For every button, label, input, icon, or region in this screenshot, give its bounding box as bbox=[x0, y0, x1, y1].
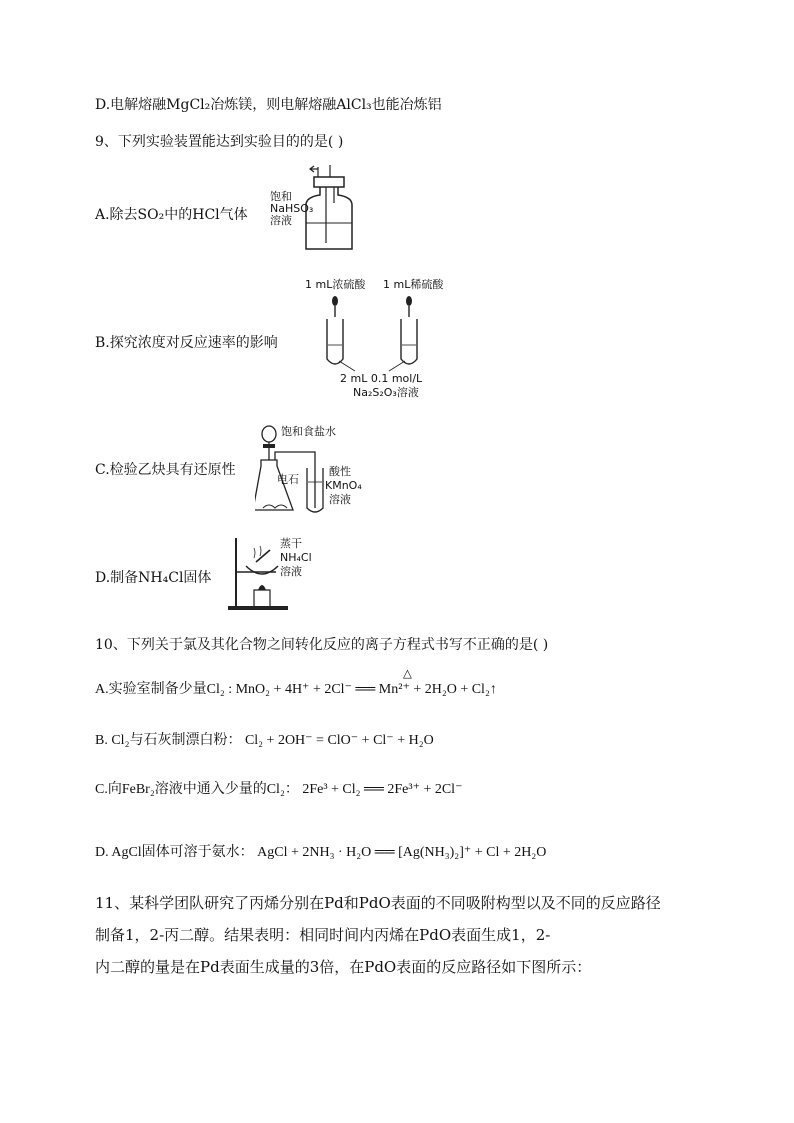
d-label-solution: 溶液 bbox=[280, 565, 302, 578]
q9-option-b: B.探究浓度对反应速率的影响 bbox=[95, 335, 278, 351]
q9-stem: 9、下列实验装置能达到实验目的的是( ) bbox=[95, 134, 344, 150]
d-label-nh4cl: NH₄Cl bbox=[280, 551, 312, 564]
b-label-dilute-acid: 1 mL稀硫酸 bbox=[383, 278, 444, 291]
q9-option-c: C.检验乙炔具有还原性 bbox=[95, 462, 236, 478]
a-label-saturated: 饱和 bbox=[270, 190, 292, 203]
a-label-solution: 溶液 bbox=[270, 214, 292, 227]
q10-option-d: D. AgCl固体可溶于氨水： AgCl + 2NH₃ · H₂O ══ [Ag(NH₃)₂]⁺ + Cl + 2H₂O bbox=[95, 845, 547, 860]
evaporation-apparatus-figure bbox=[228, 532, 338, 612]
q9-option-a: A.除去SO₂中的HCl气体 bbox=[95, 207, 248, 223]
d-label-evaporate: 蒸干 bbox=[280, 537, 302, 550]
q10-option-c: C.向FeBr₂溶液中通入少量的Cl₂： 2Fe³ + Cl₂ ══ 2Fe³⁺ + 2Cl⁻ bbox=[95, 782, 463, 797]
c-label-brine: 饱和食盐水 bbox=[281, 425, 336, 438]
c-label-calcium-carbide: 电石 bbox=[277, 473, 299, 486]
gas-washing-bottle-figure bbox=[270, 163, 380, 253]
q9-option-d: D.制备NH₄Cl固体 bbox=[95, 570, 212, 586]
c-label-kmno4: KMnO₄ bbox=[325, 479, 362, 492]
q10-option-a: A.实验室制备少量Cl₂ : MnO₂ + 4H⁺ + 2Cl⁻ ══ Mn²⁺ + 2H₂O + Cl₂↑ bbox=[95, 682, 497, 697]
a-label-nahso3: NaHSO₃ bbox=[270, 202, 314, 215]
b-label-conc-acid: 1 mL浓硫酸 bbox=[305, 278, 366, 291]
q11-line-1: 11、某科学团队研究了丙烯分别在Pd和PdO表面的不同吸附构型以及不同的反应路径 bbox=[95, 894, 661, 912]
test-tubes-figure bbox=[305, 277, 455, 402]
q10-option-b: B. Cl₂与石灰制漂白粉： Cl₂ + 2OH⁻ = ClO⁻ + Cl⁻ + H₂O bbox=[95, 733, 434, 748]
b-label-concentration: 2 mL 0.1 mol/L bbox=[340, 372, 423, 385]
b-label-thiosulfate: Na₂S₂O₃溶液 bbox=[353, 386, 419, 399]
heating-condition-mark: △ bbox=[403, 666, 412, 680]
q11-line-3: 内二醇的量是在Pd表面生成量的3倍，在PdO表面的反应路径如下图所示： bbox=[95, 958, 592, 976]
q8-option-d: D.电解熔融MgCl₂冶炼镁，则电解熔融AlCl₃也能冶炼铝 bbox=[95, 97, 442, 113]
acetylene-apparatus-figure bbox=[255, 420, 375, 520]
q10-stem: 10、下列关于氯及其化合物之间转化反应的离子方程式书写不正确的是( ) bbox=[95, 637, 549, 653]
q11-line-2: 制备1，2-丙二醇。结果表明：相同时间内丙烯在PdO表面生成1，2- bbox=[95, 926, 551, 944]
c-label-acidic: 酸性 bbox=[329, 465, 351, 478]
c-label-solution: 溶液 bbox=[329, 493, 351, 506]
